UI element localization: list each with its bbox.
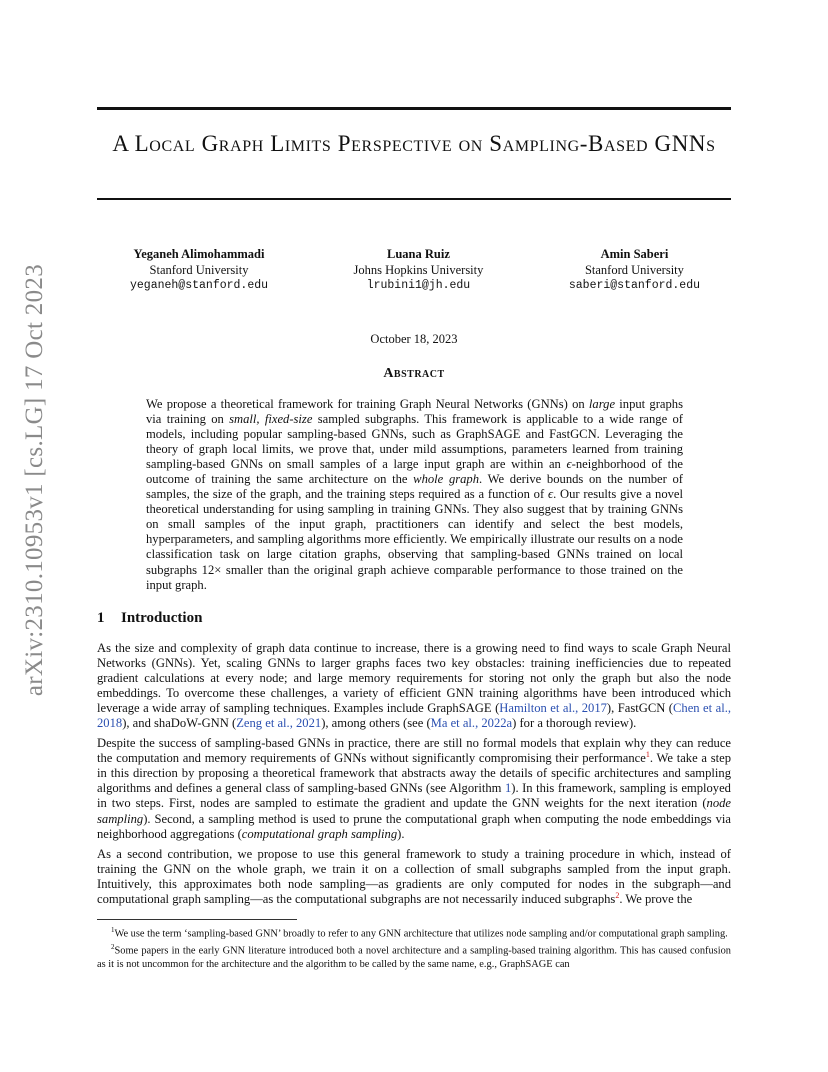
footnote-separator — [97, 919, 297, 920]
author-affiliation: Stanford University — [149, 262, 249, 277]
citation-link[interactable]: Chen et al., 2018 — [97, 701, 732, 731]
author-email[interactable]: yeganeh@stanford.edu — [130, 279, 269, 292]
author-email[interactable]: saberi@stanford.edu — [568, 279, 700, 292]
text-run: Despite the success of sampling-based GNNs in practice, there are still no formal models that explain why they can reduce the computation and memory requirements of GNNs without significantly compromising their performance — [97, 736, 731, 766]
abstract-text-run: . We derive bounds on the number of samples, the size of the graph, and the training steps required as a function of — [146, 472, 683, 502]
text-run: As a second contribution, we propose to use this general framework to study a training procedure in which, instead of training the GNN on the whole graph, we train it on a collection of small subgraphs sampled from the input graph. Intuitively, this approximates both node sampling—as gradients are only computed for nodes in the subgraph—and computational graph sampling—as the computational subgraphs are not necessarily induced subgraphs — [97, 846, 731, 906]
footnotes — [97, 924, 731, 972]
text-run: ), FastGCN ( — [606, 701, 673, 716]
abstract-text-run: We propose a theoretical framework for training Graph Neural Networks (GNNs) on — [146, 397, 589, 411]
title-top-rule — [97, 107, 731, 110]
footnote-ref-2[interactable]: 2 — [615, 890, 620, 900]
paragraph-1 — [97, 641, 731, 731]
abstract-text-run: input graphs via training on — [146, 397, 683, 427]
text-run: ), and shaDoW-GNN ( — [122, 716, 237, 731]
author-1 — [130, 247, 268, 294]
footnote-2 — [97, 941, 731, 970]
abstract-text — [146, 397, 683, 593]
section-number: 1 — [97, 610, 105, 626]
text-run: . We prove the — [619, 891, 693, 906]
emphasis: computational graph sampling — [241, 826, 398, 841]
author-name: Luana Ruiz — [387, 247, 450, 261]
text-run: ). — [397, 826, 405, 841]
author-affiliation: Johns Hopkins University — [353, 262, 484, 277]
abstract-emphasis: large — [588, 397, 616, 411]
footnote-mark: 1 — [111, 926, 115, 934]
paragraph-3 — [97, 847, 731, 907]
citation-link[interactable]: Ma et al., 2022a — [430, 716, 513, 731]
text-run: ), among others (see ( — [321, 716, 431, 731]
arxiv-stamp-text: arXiv:2310.10953v1 [cs.LG] 17 Oct 2023 — [21, 263, 48, 697]
abstract-text-run: -neighborhood of the outcome of training the same architecture on the — [146, 457, 684, 487]
title-bottom-rule — [97, 198, 731, 200]
abstract-emphasis: whole graph — [413, 472, 480, 487]
abstract-emphasis: small, fixed-size — [229, 412, 313, 427]
text-run: As the size and complexity of graph data continue to increase, there is a growing need to find ways to scale Graph Neural Networks (GNNs). Yet, scaling GNNs to larger graphs faces two key obstacles: training inefficiencies due to repeated gradient calculations at every node; and large memory requirements for storing not only the graph but also the node embeddings. To overcome these challenges, a variety of efficient GNN training algorithms have been introduced which leverage a wide array of sampling techniques. Examples include GraphSAGE ( — [97, 641, 731, 716]
author-email[interactable]: lrubini1@jh.edu — [366, 279, 471, 292]
algorithm-ref-link[interactable]: 1 — [504, 781, 512, 796]
abstract-heading: Abstract — [383, 366, 445, 381]
publication-date: October 18, 2023 — [370, 332, 458, 346]
footnote-1 — [97, 924, 731, 940]
arxiv-identifier-stamp — [16, 263, 54, 697]
text-run: ). Second, a sampling method is used to prune the computational graph when computing the node embeddings via neighborhood aggregations ( — [97, 811, 731, 841]
footnote-text: We use the term ‘sampling-based GNN’ broadly to refer to any GNN architecture that utilizes node sampling and/or computational graph sampling. — [114, 928, 728, 940]
footnote-ref-1[interactable]: 1 — [645, 750, 650, 760]
abstract-text-run: sampled subgraphs. This framework is applicable to a wide range of models, including popular sampling-based GNNs, such as GraphSAGE and FastGCN. Leveraging the theory of graph local limits, we prove that, under mild assumptions, parameters learned from training sampling-based GNNs on small samples of a large input graph are within an — [146, 412, 683, 472]
author-name: Yeganeh Alimohammadi — [133, 247, 265, 261]
section-title: Introduction — [121, 610, 203, 626]
footnote-text: Some papers in the early GNN literature introduced both a novel architecture and a sampling-based training algorithm. This has caused confusion as it is not uncommon for the architecture and the algorithm to be called by the same name, e.g., GraphSAGE can — [97, 945, 731, 970]
text-run: ) for a thorough review). — [512, 716, 637, 731]
citation-link[interactable]: Hamilton et al., 2017 — [499, 701, 607, 716]
introduction-body — [97, 641, 731, 912]
paragraph-2 — [97, 736, 731, 841]
author-3 — [569, 247, 700, 294]
emphasis: node sampling — [97, 796, 731, 826]
author-block — [130, 247, 700, 294]
citation-link[interactable]: Zeng et al., 2021 — [236, 716, 322, 731]
abstract-math-epsilon: ϵ — [548, 487, 554, 502]
author-2 — [354, 247, 484, 294]
author-affiliation: Stanford University — [584, 262, 684, 277]
footnote-mark: 2 — [111, 943, 115, 952]
text-run: ). In this framework, sampling is employed in two steps. First, nodes are sampled to estimate the gradient and update the GNN weights for the next iteration ( — [97, 781, 731, 811]
paper-title: A Local Graph Limits Perspective on Sampling-Based GNNs — [112, 131, 716, 156]
section-heading-introduction — [97, 610, 202, 627]
abstract-math-epsilon: ϵ — [566, 457, 572, 472]
abstract-text-run: . Our results give a novel theoretical understanding for using sampling in training GNNs. They also suggest that by training GNNs on small samples of the input graph, practitioners can identify and select the best models, hyperparameters, and sampling algorithms more efficiently. We empirically illustrate our results on a node classification task on large citation graphs, observing that sampling-based GNNs trained on local subgraphs 12× smaller than the original graph achieve comparable performance to those trained on the input graph. — [146, 487, 684, 592]
text-run: . We take a step in this direction by proposing a theoretical framework that abstracts away the details of specific architectures and sampling algorithms and defines a general class of sampling-based GNNs (see Algorithm — [97, 751, 731, 796]
author-name: Amin Saberi — [600, 247, 669, 261]
